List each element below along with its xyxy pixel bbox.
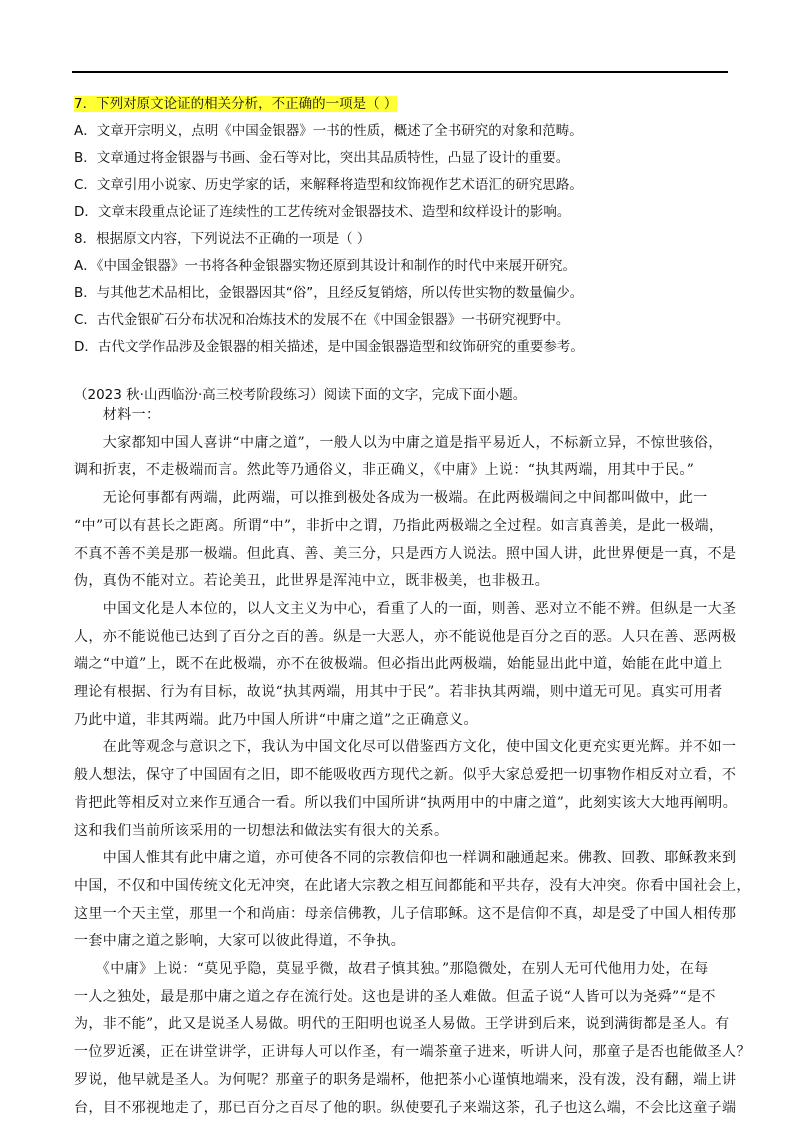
material-line: 肯把此等相反对立来作互通合一看。所以我们中国所讲“执两用中的中庸之道”，此刻实该大大地再阐明。 (74, 794, 738, 811)
material-line: 罗说，他早就是圣人。为何呢？那童子的职务是端杯，他把茶小心谨慎地端来，没有泼，没有翻，端上讲 (74, 1071, 737, 1088)
material-line: 《中庸》上说：“莫见乎隐，莫显乎微，故君子慎其独。”那隐微处，在别人无可代他用力处，在每 (74, 961, 709, 978)
material-line: 端之“中道”上，既不在此极端，亦不在彼极端。但必指出此两极端，始能显出此中道，始能在此中道上 (74, 656, 723, 673)
header-rule (72, 71, 728, 73)
material-line: 一人之独处，最是那中庸之道之存在流行处。这也是讲的圣人难做。但孟子说“人皆可以为尧舜”“是不 (74, 988, 716, 1005)
q8-option-b: B．与其他艺术品相比，金银器因其“俗”，且经反复销熔，所以传世实物的数量偏少。 (74, 285, 584, 301)
material-line: 伪，真伪不能对立。若论美丑，此世界是浑沌中立，既非极美，也非极丑。 (74, 573, 550, 590)
q8-option-a: A．《中国金银器》一书将各种金银器实物还原到其设计和制作的时代中来展开研究。 (74, 258, 576, 274)
q7-option-a: A．文章开宗明义，点明《中国金银器》一书的性质，概述了全书研究的对象和范畴。 (74, 123, 583, 139)
material-line: 人，亦不能说他已达到了百分之百的善。纵是一大恶人，亦不能说他是百分之百的恶。人只在善、恶两极 (74, 628, 737, 645)
material-line: 这里一个天主堂，那里一个和尚庙：母亲信佛教，儿子信耶稣。这不是信仰不真，却是受了中国人相传那 (74, 905, 737, 922)
q8-option-d: D．古代文学作品涉及金银器的相关描述，是中国金银器造型和纹饰研究的重要参考。 (74, 339, 584, 355)
material-line: 一位罗近溪，正在讲堂讲学，正讲每人可以作圣，有一端茶童子进来，听讲人问，那童子是否也能做圣人？ (74, 1044, 751, 1061)
material-line: 材料一： (74, 407, 161, 423)
question-8-stem: 8．根据原文内容，下列说法不正确的一项是（ ） (74, 231, 371, 247)
material-line: 中国人惟其有此中庸之道，亦可使各不同的宗教信仰也一样调和融通起来。佛教、回教、耶稣教来到 (74, 850, 737, 867)
material-line: 调和折衷，不走极端而言。然此等乃通俗义，非正确义，《中庸》上说：“执其两端，用其中于民。” (74, 462, 695, 479)
material-text (74, 402, 751, 1122)
highlight: 7．下列对原文论证的相关分析，不正确的一项是（ ） (74, 96, 398, 112)
material-line: 中国，不仅和中国传统文化无冲突，在此诸大宗教之相互间都能和平共存，没有大冲突。你看中国社会上， (74, 877, 751, 894)
material-line: 乃此中道，非其两端。此乃中国人所讲“中庸之道”之正确意义。 (74, 711, 478, 728)
q7-option-b: B．文章通过将金银器与书画、金石等对比，突出其品质特性，凸显了设计的重要。 (74, 150, 570, 166)
material-line: 般人想法，保守了中国固有之旧，即不能吸收西方现代之新。似乎大家总爱把一切事物作相反对立看，不 (74, 767, 737, 784)
material-line: 理论有根据、行为有目标，故说“执其两端，用其中于民”。若非执其两端，则中道无可见。真实可用者 (74, 684, 723, 701)
material-line: 台，目不邪视地走了，那已百分之百尽了他的职。纵使要孔子来端这茶，孔子也这么端，不会比这童子端 (74, 1099, 737, 1116)
material-line: 一套中庸之道之影响，大家可以彼此得道，不争执。 (74, 933, 406, 950)
question-7-stem (74, 94, 397, 114)
material-line: 无论何事都有两端，此两端，可以推到极处各成为一极端。在此两极端间之中间都叫做中，此一 (74, 490, 708, 507)
material-line: 中国文化是人本位的，以人文主义为中心，看重了人的一面，则善、恶对立不能不辨。但纵是一大圣 (74, 600, 737, 617)
material-line: 这和我们当前所该采用的一切想法和做法实有很大的关系。 (74, 822, 449, 839)
q7-option-d: D．文章末段重点论证了连续性的工艺传统对金银器技术、造型和纹样设计的影响。 (74, 204, 571, 220)
reading-intro: （2023 秋·山西临汾·高三校考阶段练习）阅读下面的文字，完成下面小题。 (74, 387, 527, 403)
material-line: “中”可以有甚长之距离。所谓“中”，非折中之谓，乃指此两极端之全过程。如言真善美，是此一极端， (74, 517, 724, 534)
material-line: 大家都知中国人喜讲“中庸之道”，一般人以为中庸之道是指平易近人，不标新立异，不惊世骇俗， (74, 434, 723, 451)
material-line: 在此等观念与意识之下，我认为中国文化尽可以借鉴西方文化，使中国文化更充实更光辉。并不如一 (74, 739, 737, 756)
q8-option-c: C．古代金银矿石分布状况和冶炼技术的发展不在《中国金银器》一书研究视野中。 (74, 312, 570, 328)
material-line: 为，非不能”，此又是说圣人易做。明代的王阳明也说圣人易做。王学讲到后来，说到满街都是圣人。有 (74, 1016, 730, 1033)
q7-option-c: C．文章引用小说家、历史学家的话，来解释将造型和纹饰视作艺术语汇的研究思路。 (74, 177, 583, 193)
material-line: 不真不善不美是那一极端。但此真、善、美三分，只是西方人说法。照中国人讲，此世界便是一真，不是 (74, 545, 737, 562)
